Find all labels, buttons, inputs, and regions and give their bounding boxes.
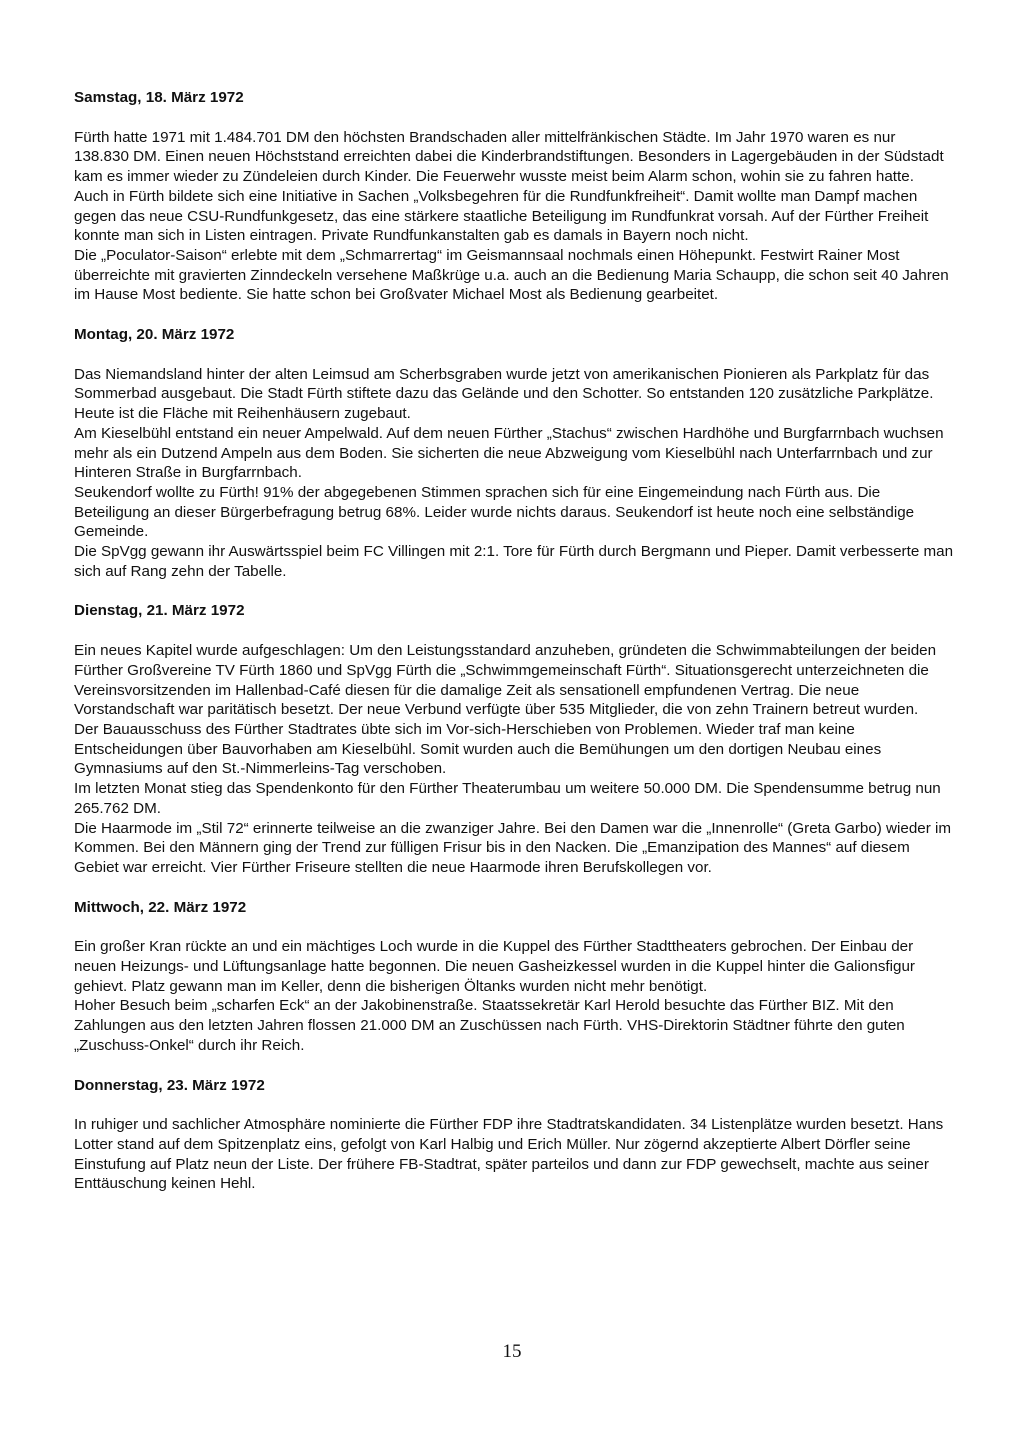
entry-paragraph: Seukendorf wollte zu Fürth! 91% der abgegebenen Stimmen sprachen sich für eine Eingemeindung nach Fürth aus. Die Beteiligung an dieser Bürgerbefragung betrug 68%. Leider wurde nichts daraus. Seukendorf ist heute noch eine selbständige Gemeinde. (74, 483, 915, 541)
entry-date-heading: Dienstag, 21. März 1972 (74, 602, 245, 620)
entry-paragraph: Auch in Fürth bildete sich eine Initiative in Sachen „Volksbegehren für die Rundfunkfreiheit“. Damit wollte man Dampf machen gegen das neue CSU-Rundfunkgesetz, das eine stärkere staatliche Beteiligung im Rundfunkrat vorsah. Auf der Fürther Freiheit konnte man sich in Listen eintragen. Private Rundfunkanstalten gab es damals in Bayern noch nicht. (74, 187, 929, 245)
entry-date-heading: Donnerstag, 23. März 1972 (74, 1076, 265, 1094)
entry-paragraph: Hoher Besuch beim „scharfen Eck“ an der Jakobinenstraße. Staatssekretär Karl Herold besuchte das Fürther BIZ. Mit den Zahlungen aus den letzten Jahren flossen 21.000 DM an Zuschüssen nach Fürth. VHS-Direktorin Städtner führte den guten „Zuschuss-Onkel“ durch ihr Reich. (74, 997, 905, 1054)
entry-paragraph: Der Bauausschuss des Fürther Stadtrates übte sich im Vor-sich-Herschieben von Problemen. Wieder traf man keine Entscheidungen über Bauvorhaben am Kieselbühl. Somit wurden auch die Bemühungen um den dortigen Neubau eines Gymnasiums auf den St.-Nimmerleins-Tag verschoben. (74, 720, 882, 778)
entry-paragraph: Im letzten Monat stieg das Spendenkonto für den Fürther Theaterumbau um weitere 50.000 DM. Die Spendensumme betrug nun 265.762 DM. (74, 780, 941, 817)
entry-paragraph: Das Niemandsland hinter der alten Leimsud am Scherbsgraben wurde jetzt von amerikanischen Pionieren als Parkplatz für das Sommerbad ausgebaut. Die Stadt Fürth stiftete dazu das Gelände und den Schotter. So entstanden 120 zusätzliche Parkplätze. Heute ist die Fläche mit Reihenhäusern zugebaut. (74, 365, 934, 423)
diary-entry (74, 88, 954, 305)
entry-paragraph: Ein großer Kran rückte an und ein mächtiges Loch wurde in die Kuppel des Fürther Stadttheaters gebrochen. Der Einbau der neuen Heizungs- und Lüftungsanlage hatte begonnen. Die neuen Gasheizkessel wurden in die Kuppel hinter die Galionsfigur gehievt. Platz gewann man im Keller, denn die bisherigen Öltanks wurden nicht mehr benötigt. (74, 938, 915, 995)
entry-paragraph: Die Haarmode im „Stil 72“ erinnerte teilweise an die zwanziger Jahre. Bei den Damen war die „Innenrolle“ (Greta Garbo) wieder im Kommen. Bei den Männern ging der Trend zur fülligen Frisur bis in den Nacken. Die „Emanzipation des Mannes“ auf diesem Gebiet war erreicht. Vier Fürther Friseure stellten die neue Haarmode ihren Berufskollegen vor. (74, 819, 952, 876)
diary-entry (74, 898, 954, 1056)
entry-paragraph: Am Kieselbühl entstand ein neuer Ampelwald. Auf dem neuen Fürther „Stachus“ zwischen Hardhöhe und Burgfarrnbach wuchsen mehr als ein Dutzend Ampeln aus dem Boden. Sie sicherten die neue Abzweigung vom Kieselbühl nach Unterfarrnbach und zur Hinteren Straße in Burgfarrnbach. (74, 424, 944, 482)
diary-entry (74, 601, 954, 877)
entry-paragraph: Die SpVgg gewann ihr Auswärtsspiel beim FC Villingen mit 2:1. Tore für Fürth durch Bergmann und Pieper. Damit verbesserte man sich auf Rang zehn der Tabelle. (74, 543, 954, 580)
entry-paragraph: Fürth hatte 1971 mit 1.484.701 DM den höchsten Brandschaden aller mittelfränkischen Städte. Im Jahr 1970 waren es nur 138.830 DM. Einen neuen Höchststand erreichten dabei die Kinderbrandstiftungen. Besonders in Lagergebäuden in der Südstadt kam es immer wieder zu Zündeleien durch Kinder. Die Feuerwehr wusste meist beim Alarm schon, wohin sie zu fahren hatte. (74, 128, 944, 186)
entry-paragraph: Ein neues Kapitel wurde aufgeschlagen: Um den Leistungsstandard anzuheben, gründeten die Schwimmabteilungen der beiden Fürther Großvereine TV Fürth 1860 und SpVgg Fürth die „Schwimmgemeinschaft Fürth“. Situationsgerecht unterzeichneten die Vereinsvorsitzenden im Hallenbad-Café diesen für die damalige Zeit als sensationell empfundenen Vertrag. Die neue Vorstandschaft war paritätisch besetzt. Der neue Verbund verfügte über 535 Mitglieder, die von zehn Trainern betreut wurden. (74, 642, 937, 719)
page-number: 15 (502, 1341, 522, 1362)
document-page (74, 88, 954, 1214)
entry-paragraph: In ruhiger und sachlicher Atmosphäre nominierte die Fürther FDP ihre Stadtratskandidaten. 34 Listenplätze wurden besetzt. Hans Lotter stand auf dem Spitzenplatz eins, gefolgt von Karl Halbig und Erich Müller. Nur zögernd akzeptierte Albert Dörfler seine Einstufung auf Platz neun der Liste. Der frühere FB-Stadtrat, später parteilos und dann zur FDP gewechselt, machte aus seiner Enttäuschung keinen Hehl. (74, 1116, 944, 1193)
entry-date-heading: Samstag, 18. März 1972 (74, 89, 244, 106)
diary-entry (74, 1076, 954, 1195)
entry-date-heading: Montag, 20. März 1972 (74, 326, 235, 344)
diary-entry (74, 325, 954, 581)
entry-paragraph: Die „Poculator-Saison“ erlebte mit dem „Schmarrertag“ im Geismannsaal nochmals einen Höhepunkt. Festwirt Rainer Most überreichte mit gravierten Zinndeckeln versehene Maßkrüge u.a. auch an die Bedienung Maria Schaupp, die schon seit 40 Jahren im Hause Most bediente. Sie hatte schon bei Großvater Michael Most als Bedienung gearbeitet. (74, 246, 949, 304)
entry-date-heading: Mittwoch, 22. März 1972 (74, 898, 247, 916)
